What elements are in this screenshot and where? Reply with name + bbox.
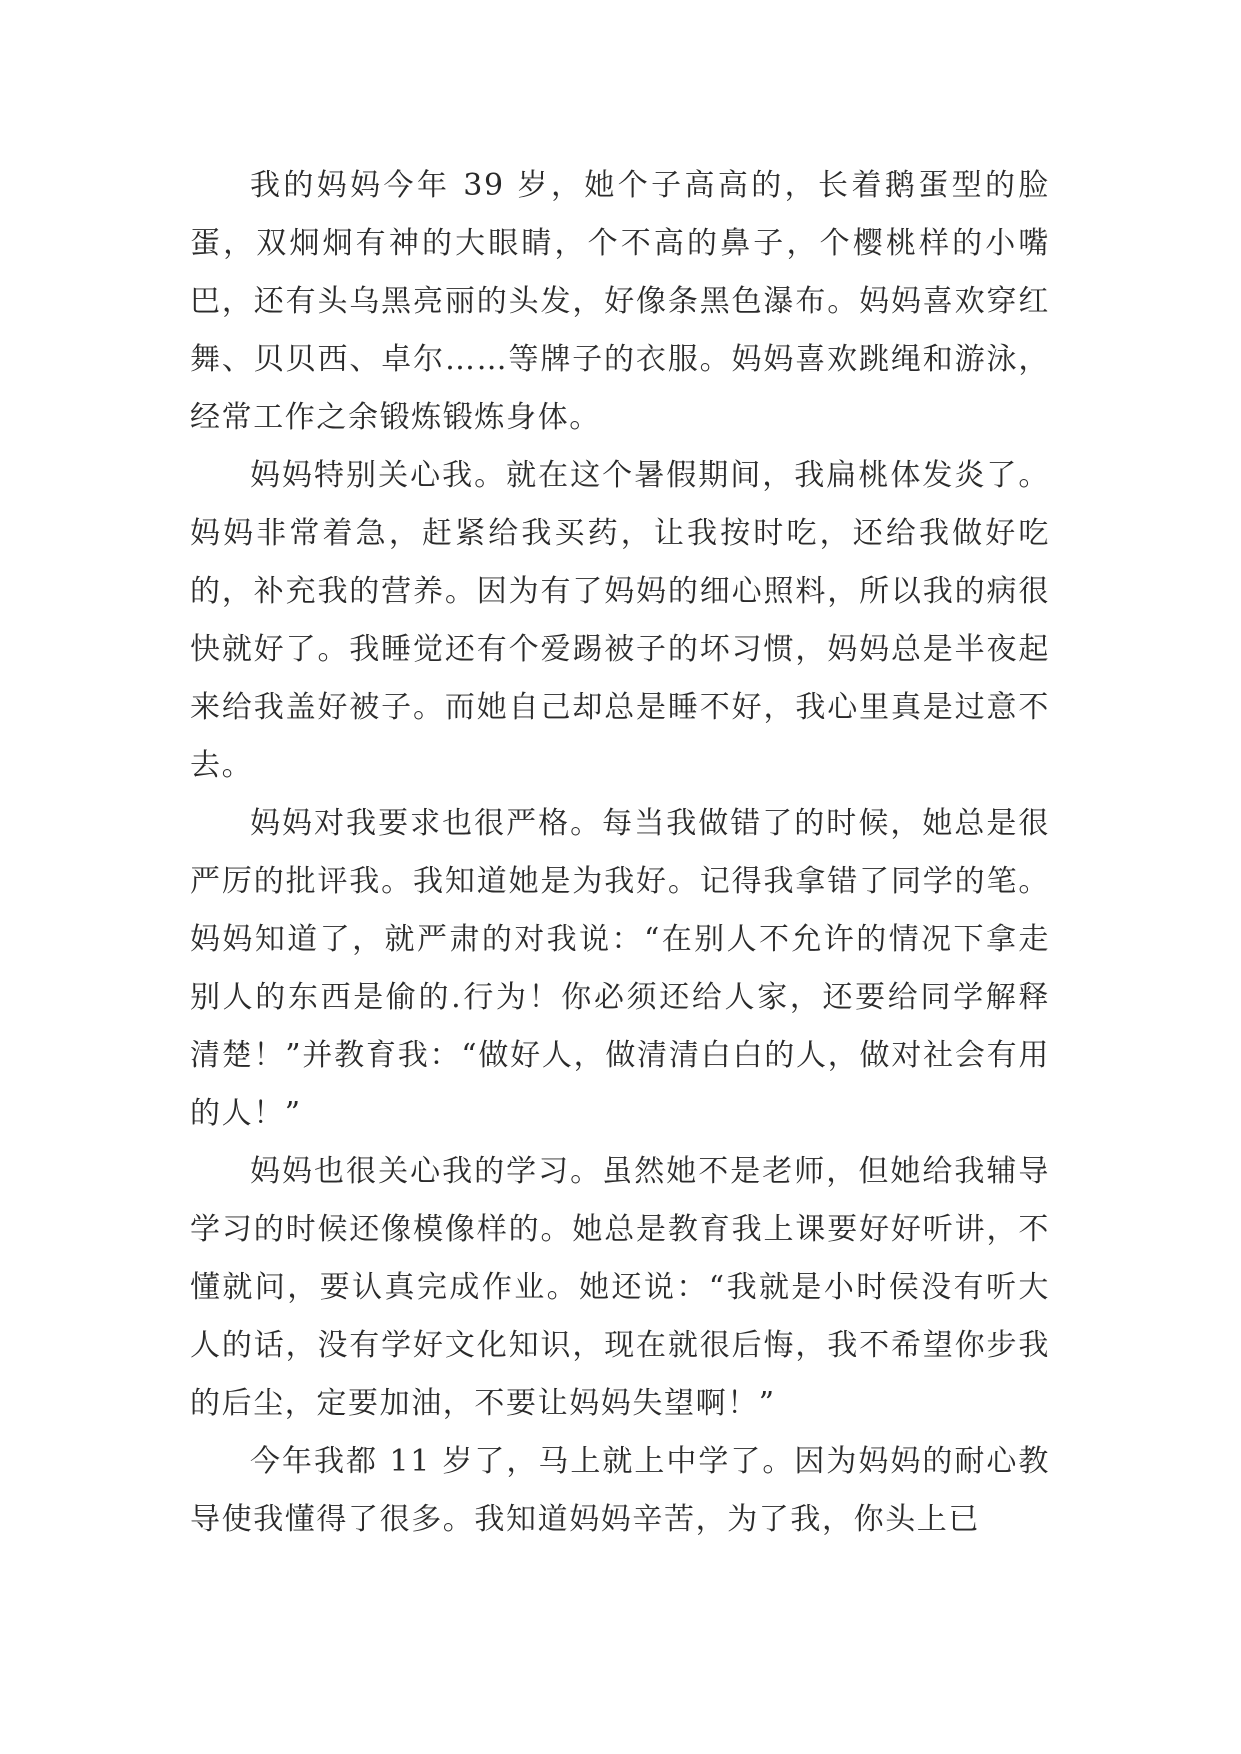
- paragraph-2: 妈妈特别关心我。就在这个暑假期间，我扁桃体发炎了。妈妈非常着急，赶紧给我买药，让我按时吃，还给我做好吃的，补充我的营养。因为有了妈妈的细心照料，所以我的病很快就好了。我睡觉还有个爱踢被子的坏习惯，妈妈总是半夜起来给我盖好被子。而她自己却总是睡不好，我心里真是过意不去。: [190, 458, 1050, 783]
- essay-body: [190, 157, 1050, 1549]
- paragraph-5: 今年我都 11 岁了，马上就上中学了。因为妈妈的耐心教导使我懂得了很多。我知道妈妈辛苦，为了我，你头上已: [190, 1444, 1050, 1537]
- paragraph-1: 我的妈妈今年 39 岁，她个子高高的，长着鹅蛋型的脸蛋，双炯炯有神的大眼睛，个不高的鼻子，个樱桃样的小嘴巴，还有头乌黑亮丽的头发，好像条黑色瀑布。妈妈喜欢穿红舞、贝贝西、卓尔……等牌子的衣服。妈妈喜欢跳绳和游泳，经常工作之余锻炼锻炼身体。: [190, 168, 1050, 435]
- paragraph-3: 妈妈对我要求也很严格。每当我做错了的时候，她总是很严厉的批评我。我知道她是为我好。记得我拿错了同学的笔。妈妈知道了，就严肃的对我说：“在别人不允许的情况下拿走别人的东西是偷的.行为！你必须还给人家，还要给同学解释清楚！”并教育我：“做好人，做清清白白的人，做对社会有用的人！”: [190, 806, 1050, 1131]
- paragraph-4: 妈妈也很关心我的学习。虽然她不是老师，但她给我辅导学习的时候还像模像样的。她总是教育我上课要好好听讲，不懂就问，要认真完成作业。她还说：“我就是小时侯没有听大人的话，没有学好文化知识，现在就很后悔，我不希望你步我的后尘，定要加油，不要让妈妈失望啊！”: [190, 1154, 1050, 1421]
